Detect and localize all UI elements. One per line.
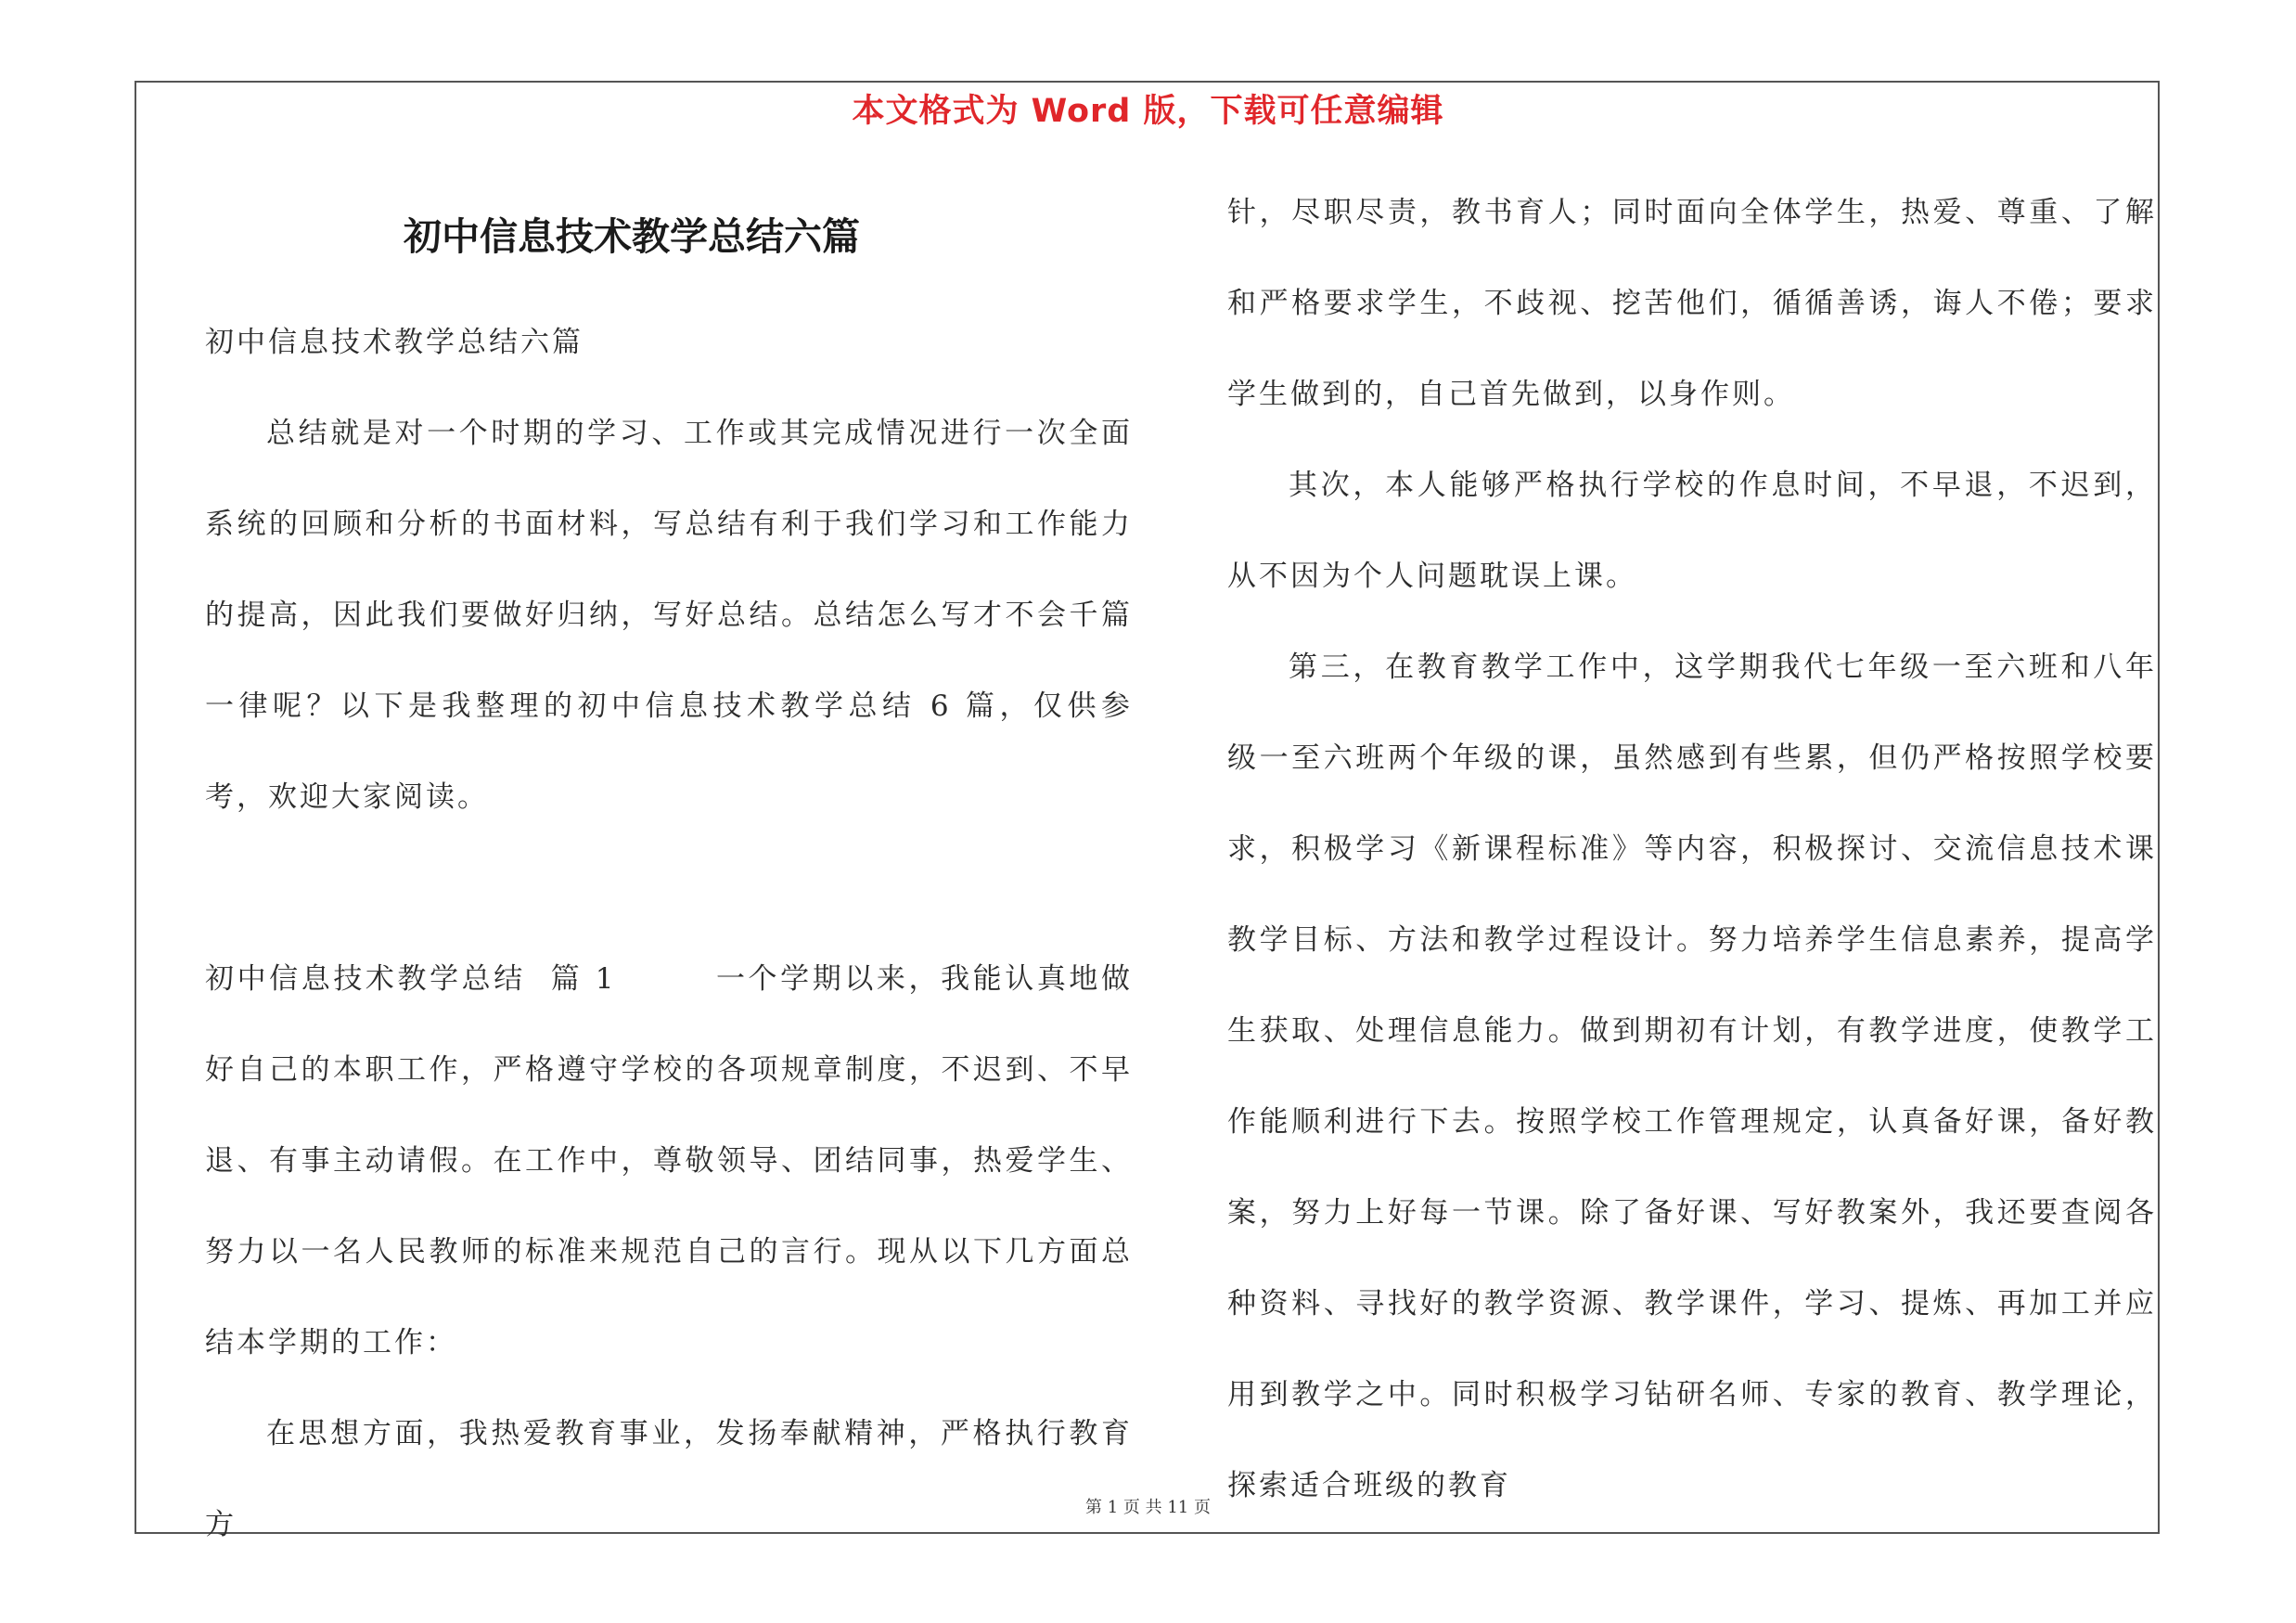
page-number: 第 1 页 共 11 页 [1085, 1498, 1211, 1517]
subtitle-paragraph: 初中信息技术教学总结六篇 [205, 326, 584, 359]
paragraph-gap [205, 843, 1133, 934]
left-column [205, 176, 1133, 1570]
part1-paragraph: 初中信息技术教学总结 篇 1 一个学期以来，我能认真地做好自己的本职工作，严格遵守学校的各项规章制度，不迟到、不早退、有事主动请假。在工作中，尊敬领导、团结同事，热爱学生、努力以一名人民教师的标准来规范自己的言行。现从以下几方面总结本学期的工作： [205, 962, 1133, 1359]
attendance-paragraph: 其次，本人能够严格执行学校的作息时间，不早退，不迟到，从不因为个人问题耽误上课。 [1227, 469, 2157, 593]
teaching-paragraph: 第三，在教育教学工作中，这学期我代七年级一至六班和八年级一至六班两个年级的课，虽然感到有些累，但仍严格按照学校要求，积极学习《新课程标准》等内容，积极探讨、交流信息技术课教学目标、方法和教学过程设计。努力培养学生信息素养，提高学生获取、处理信息能力。做到期初有计划，有教学进度，使教学工作能顺利进行下去。按照学校工作管理规定，认真备好课，备好教案，努力上好每一节课。除了备好课、写好教案外，我还要查阅各种资料、寻找好的教学资源、教学课件，学习、提炼、再加工并应用到教学之中。同时积极学习钻研名师、专家的教育、教学理论，探索适合班级的教育 [1227, 650, 2157, 1502]
thought-paragraph: 在思想方面，我热爱教育事业，发扬奉献精神，严格执行教育方 [205, 1417, 1133, 1541]
intro-paragraph: 总结就是对一个时期的学习、工作或其完成情况进行一次全面系统的回顾和分析的书面材料，写总结有利于我们学习和工作能力的提高，因此我们要做好归纳，写好总结。总结怎么写才不会千篇一律呢？以下是我整理的初中信息技术教学总结 6 篇，仅供参考，欢迎大家阅读。 [205, 417, 1133, 814]
document-title: 初中信息技术教学总结六篇 [404, 214, 860, 259]
format-banner: 本文格式为 Word 版，下载可任意编辑 [852, 93, 1444, 130]
policy-paragraph: 针，尽职尽责，教书育人；同时面向全体学生，热爱、尊重、了解和严格要求学生，不歧视、挖苦他们，循循善诱，诲人不倦；要求学生做到的，自己首先做到，以身作则。 [1227, 196, 2157, 411]
right-column [1227, 167, 2157, 1531]
